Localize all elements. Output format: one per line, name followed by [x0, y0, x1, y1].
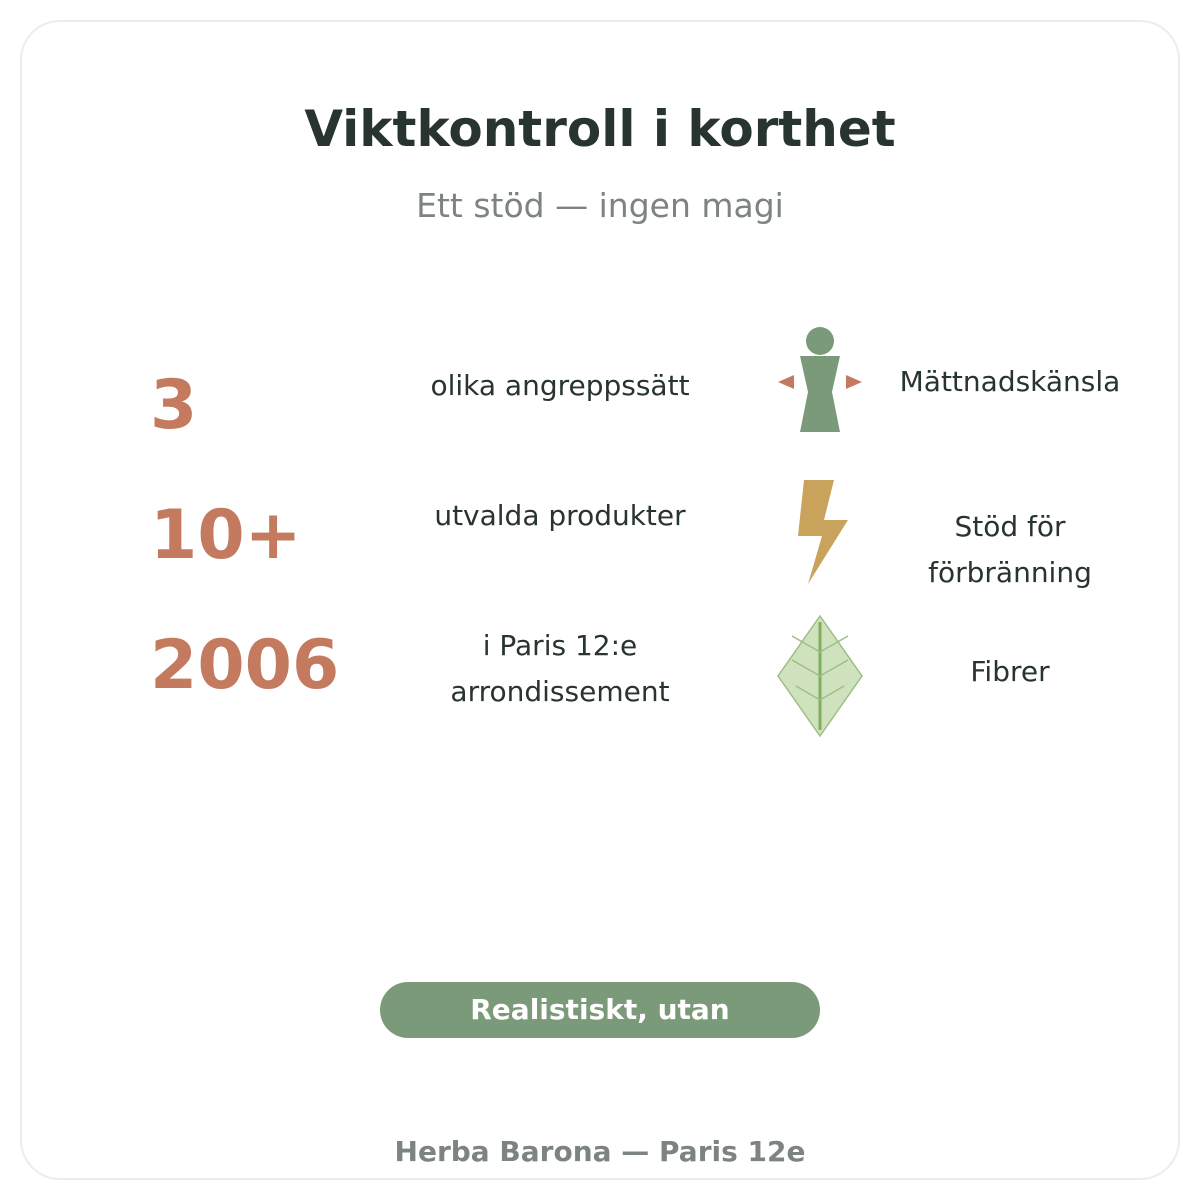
footer-brand: Herba Barona — Paris 12e [394, 1135, 806, 1168]
page-subtitle: Ett stöd — ingen magi [416, 186, 784, 225]
stat-label-approaches: olika angreppssätt [430, 369, 690, 402]
benefit-label-metabolism: Stöd för förbränning [928, 510, 1092, 589]
stat-number-products: 10+ [150, 496, 302, 575]
benefit-label-fiber: Fibrer [970, 655, 1050, 688]
benefit-label-satiety: Mättnadskänsla [899, 365, 1121, 398]
leaf-icon [770, 612, 870, 740]
realistic-badge: Realistiskt, utan överdrifter [380, 982, 820, 1038]
stat-number-approaches: 3 [150, 366, 198, 445]
figure-expand-icon [770, 326, 870, 434]
stat-label-products: utvalda produkter [434, 499, 686, 532]
stat-number-year: 2006 [150, 626, 340, 705]
page-title: Viktkontroll i korthet [304, 100, 896, 158]
lightning-bolt-icon [770, 476, 870, 588]
stat-label-year: i Paris 12:e arrondissement [450, 629, 670, 708]
